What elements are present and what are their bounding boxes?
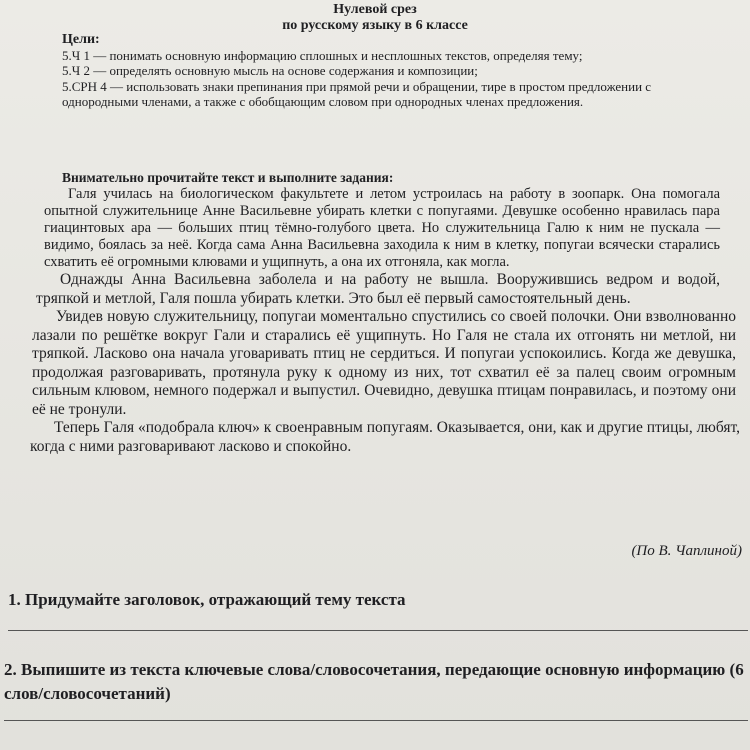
worksheet-subtitle: по русскому языку в 6 классе xyxy=(282,18,468,33)
worksheet-header xyxy=(0,2,750,34)
text-author: (По В. Чаплиной) xyxy=(631,543,742,559)
question-1: 1. Придумайте заголовок, отражающий тему текста xyxy=(8,590,406,609)
answer-line-1[interactable] xyxy=(8,630,748,631)
text-paragraph: Увидев новую служительницу, попугаи моментально спустились со своей полочки. Они взволнованно лазали по решётке вокруг Гали и старались её ущипнуть. Но Галя не стала их отгонять ни метлой, ни тряпкой. Ласково она начала уговаривать птиц не сердиться. И попугаи успокоились. Когда же девушка, продолжая разговаривать, протянула руку к одному из них, тот схватил её за палец своим огромным сильным клювом, немного подержал и выпустил. Очевидно, девушка птицам понравилась, и поэтому они её не тронули. xyxy=(32,308,736,418)
goal-item: 5.Ч 1 — понимать основную информацию сплошных и несплошных текстов, определяя тему; xyxy=(62,47,583,63)
text-paragraph: Теперь Галя «подобрала ключ» к своенравным попугаям. Оказывается, они, как и другие птицы, любят, когда с ними разговаривают ласково и спокойно. xyxy=(30,419,740,455)
worksheet-title: Нулевой срез xyxy=(333,2,417,17)
answer-line-2[interactable] xyxy=(4,720,748,721)
text-paragraph: Галя училась на биологическом факультете и летом устроилась на работу в зоопарк. Она помогала опытной служительнице Анне Васильевне убирать клетки с попугаями. Девушке особенно нравилась пара гиацинтовых ара — больших птиц тёмно-голубого цвета. Но служительница Галю к ним не пускала — видимо, боялась за неё. Когда сама Анна Васильевна заходила к ним в клетку, попугаи всячески старались схватить её огромными клювами и ущипнуть, а она их отгоняла, как могла. xyxy=(44,186,720,270)
goal-item: 5.Ч 2 — определять основную мысль на основе содержания и композиции; xyxy=(62,63,478,78)
goals-heading: Цели: xyxy=(62,32,100,47)
goals-section xyxy=(62,32,702,110)
text-paragraph: Однажды Анна Васильевна заболела и на работу не вышла. Вооружившись ведром и водой, тряпкой и метлой, Галя пошла убирать клетки. Это был её первый самостоятельный день. xyxy=(36,271,720,307)
goal-item: 5.СРН 4 — использовать знаки препинания при прямой речи и обращении, тире в простом предложении с однородными членами, а также с обобщающим словом при однородных членах предложения. xyxy=(62,78,652,109)
task-heading: Внимательно прочитайте текст и выполните задания: xyxy=(62,170,394,185)
reading-text xyxy=(30,186,740,456)
question-2: 2. Выпишите из текста ключевые слова/словосочетания, передающие основную информацию (6 слов/словосочетаний) xyxy=(4,660,744,703)
